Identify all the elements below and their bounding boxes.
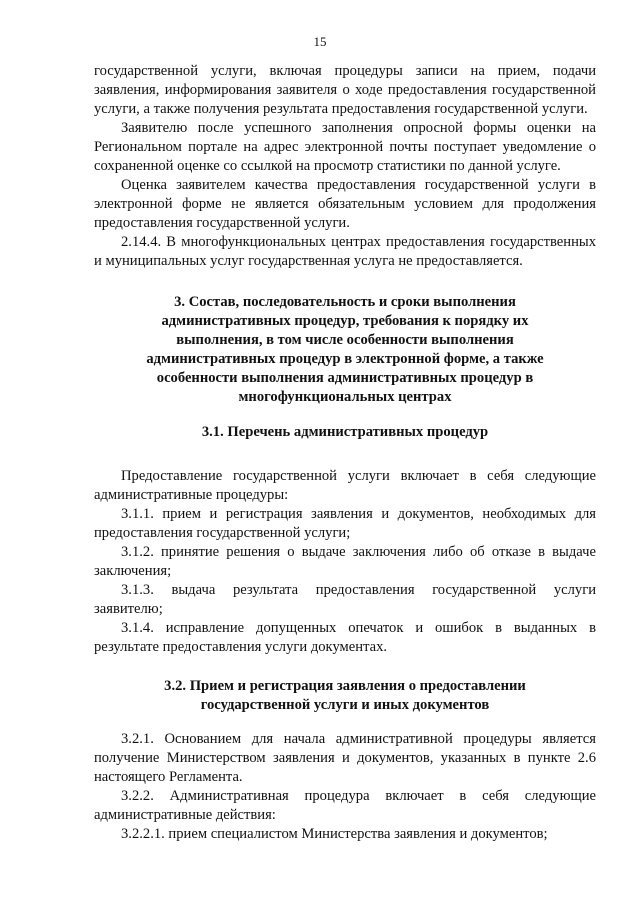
paragraph: Оценка заявителем качества предоставления государственной услуги в электронной форме не является обязательным условием для продолжения предоставления государственной услуги. [94, 177, 596, 231]
page-number: 15 [313, 34, 327, 49]
section-3-1-heading: 3.1. Перечень административных процедур [201, 424, 489, 440]
section-3-heading: 3. Состав, последовательность и сроки выполнения административных процедур, требования к порядку их выполнения, в том числе особенности выполнения административных процедур в электронной форме, а также особенности выполнения административных процедур в многофункциональных центрах [146, 294, 544, 405]
paragraph: 2.14.4. В многофункциональных центрах предоставления государственных и муниципальных услуг государственная услуга не предоставляется. [94, 234, 596, 269]
list-item: 3.1.3. выдача результата предоставления государственной услуги заявителю; [94, 582, 596, 617]
list-item: 3.2.2.1. прием специалистом Министерства заявления и документов; [121, 826, 548, 842]
section-3-2-heading: 3.2. Прием и регистрация заявления о предоставлении государственной услуги и иных документов [164, 678, 526, 713]
document-body [94, 62, 596, 844]
list-item: 3.1.4. исправление допущенных опечаток и ошибок в выданных в результате предоставления услуги документах. [94, 620, 596, 655]
paragraph: Предоставление государственной услуги включает в себя следующие административные процедуры: [94, 468, 596, 503]
paragraph: Заявителю после успешного заполнения опросной формы оценки на Региональном портале на адрес электронной почты поступает уведомление о сохраненной оценке со ссылкой на просмотр статистики по данной услуге. [94, 120, 596, 174]
list-item: 3.1.2. принятие решения о выдаче заключения либо об отказе в выдаче заключения; [94, 544, 596, 579]
list-item: 3.1.1. прием и регистрация заявления и документов, необходимых для предоставления государственной услуги; [94, 506, 596, 541]
paragraph: государственной услуги, включая процедуры записи на прием, подачи заявления, информирования заявителя о ходе предоставления государственной услуги, а также получения результата предоставления государственной услуги. [94, 63, 596, 117]
paragraph: 3.2.2. Административная процедура включает в себя следующие административные действия: [94, 788, 596, 823]
paragraph: 3.2.1. Основанием для начала административной процедуры является получение Министерством заявления и документов, указанных в пункте 2.6 настоящего Регламента. [94, 731, 596, 785]
